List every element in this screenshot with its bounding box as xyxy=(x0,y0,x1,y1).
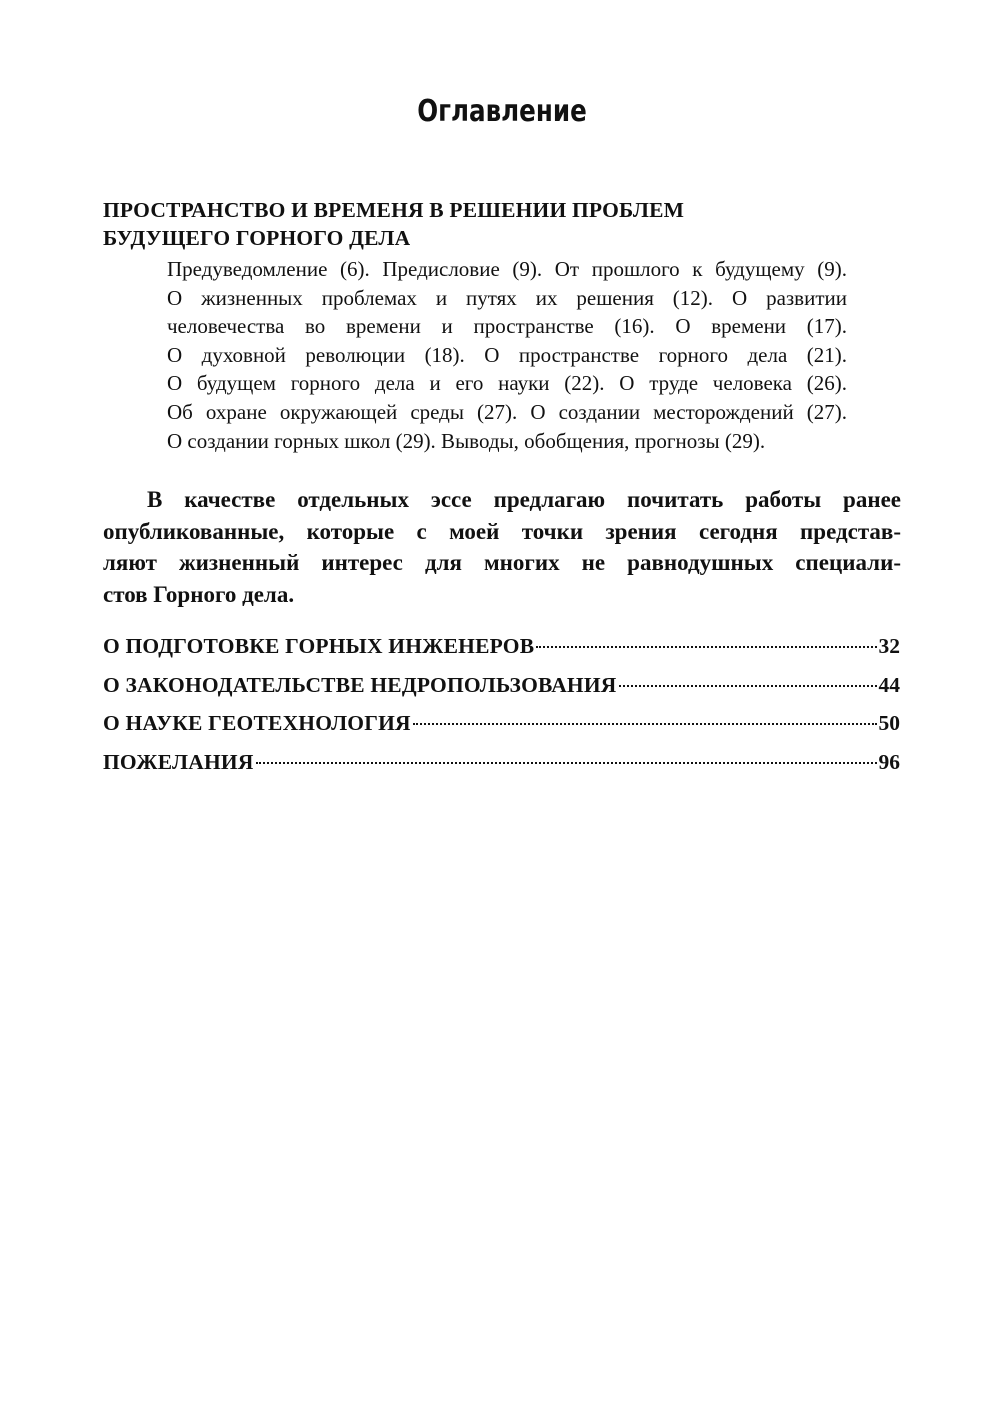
section-subitems xyxy=(167,255,847,455)
section-heading-line: ПРОСТРАНСТВО И ВРЕМЕНЯ В РЕШЕНИИ ПРОБЛЕМ xyxy=(103,198,685,222)
toc-entry-label: ПОЖЕЛАНИЯ xyxy=(103,749,254,774)
toc-entry-page: 32 xyxy=(878,634,900,658)
essay-line: стов Горного дела. xyxy=(103,581,295,607)
section-heading[interactable] xyxy=(103,196,863,252)
section-heading-line: БУДУЩЕГО ГОРНОГО ДЕЛА xyxy=(103,226,411,250)
dot-leader xyxy=(413,723,877,725)
toc-entry-geotechnology[interactable] xyxy=(103,711,900,750)
toc-entry-page: 50 xyxy=(878,711,900,735)
subitems-line: О духовной революции (18). О пространстве горного дела (21). xyxy=(167,342,847,367)
subitems-line: О создании горных школ (29). Выводы, обобщения, прогнозы (29). xyxy=(167,428,766,453)
essay-line: В качестве отдельных эссе предлагаю почитать работы ранее xyxy=(147,487,901,512)
subitems-line: человечества во времени и пространстве (16). О времени (17). xyxy=(167,314,847,339)
essay-intro-paragraph xyxy=(103,484,901,610)
toc-entry-engineers[interactable] xyxy=(103,634,900,673)
toc-entry-page: 44 xyxy=(878,672,900,697)
dot-leader xyxy=(619,685,877,687)
essay-line: ляют жизненный интерес для многих не равнодушных специали- xyxy=(103,550,901,575)
essay-line: опубликованные, которые с моей точки зрения сегодня представ- xyxy=(103,518,901,544)
subitems-line: О будущем горного дела и его науки (22). О труде человека (26). xyxy=(167,371,847,396)
dot-leader xyxy=(536,646,876,648)
toc-entry-legislation[interactable] xyxy=(103,673,900,712)
toc-entry-label: О ЗАКОНОДАТЕЛЬСТВЕ НЕДРОПОЛЬЗОВАНИЯ xyxy=(103,672,617,697)
toc-entry-label: О НАУКЕ ГЕОТЕХНОЛОГИЯ xyxy=(103,711,411,735)
toc-entry-page: 96 xyxy=(878,749,900,774)
subitems-line: О жизненных проблемах и путях их решения (12). О развитии xyxy=(167,285,847,310)
page-title: Оглавление xyxy=(417,94,587,129)
toc-entry-wishes[interactable] xyxy=(103,750,900,789)
subitems-line: Об охране окружающей среды (27). О создании месторождений (27). xyxy=(167,399,847,424)
toc-entry-label: О ПОДГОТОВКЕ ГОРНЫХ ИНЖЕНЕРОВ xyxy=(103,634,535,658)
subitems-line: Предуведомление (6). Предисловие (9). От прошлого к будущему (9). xyxy=(167,257,847,281)
table-of-contents xyxy=(103,634,900,788)
dot-leader xyxy=(256,762,877,764)
